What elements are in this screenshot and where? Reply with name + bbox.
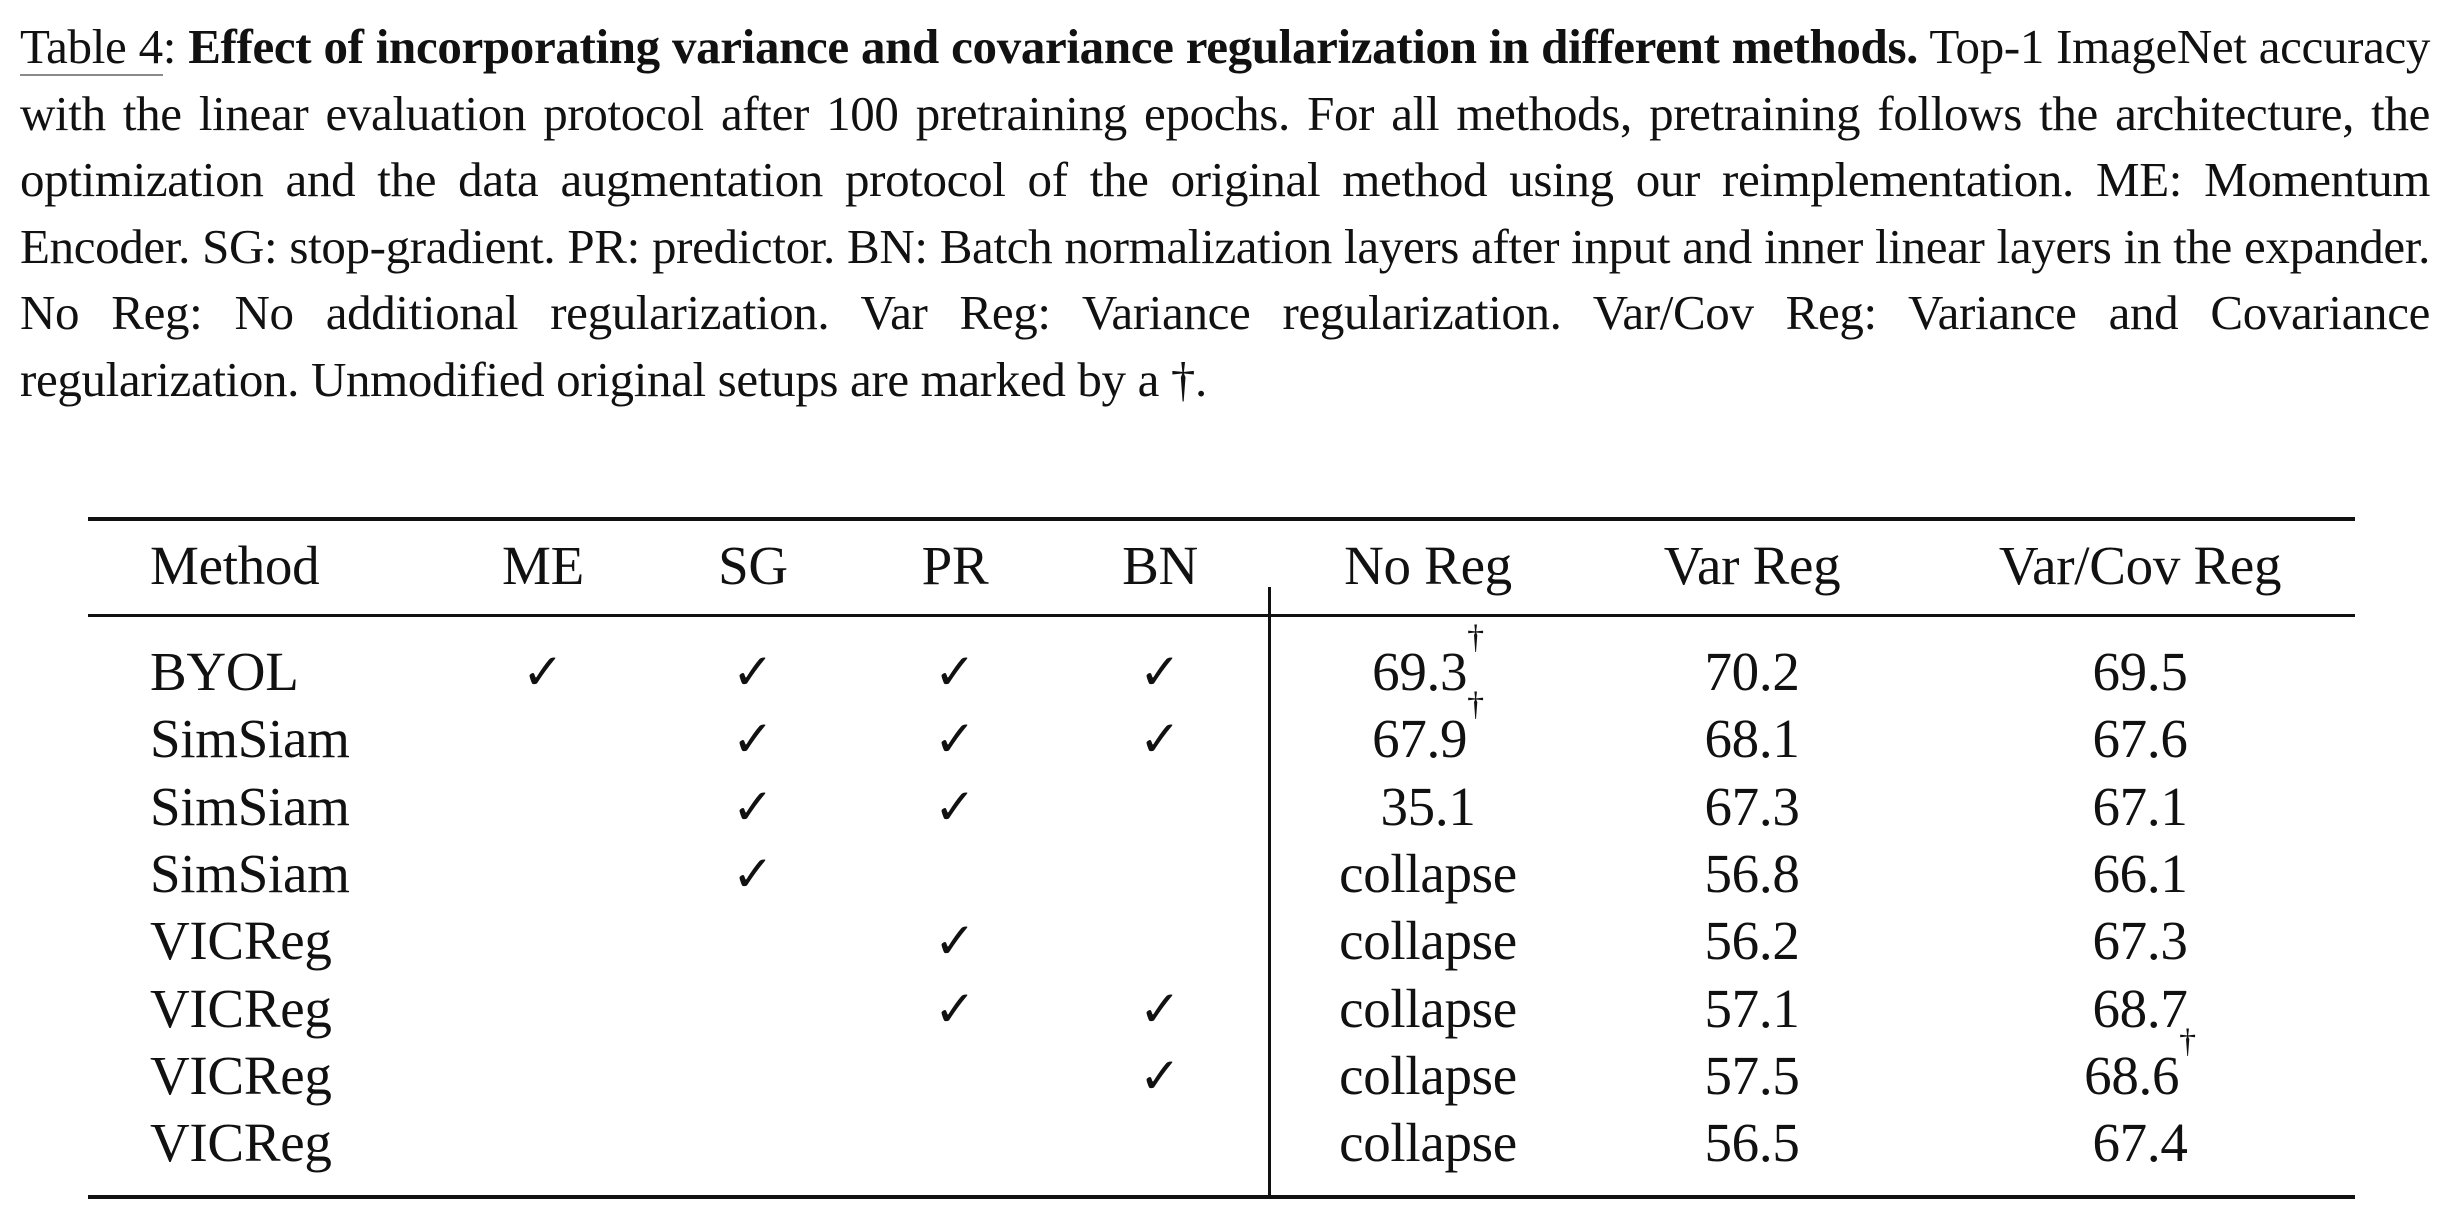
dagger-mark: †	[2179, 1022, 2196, 1060]
table-bottom-rule	[88, 1195, 2355, 1199]
no-reg-cell: collapse	[1339, 910, 1517, 972]
var-reg-cell: 68.1	[1704, 708, 1800, 770]
var-cov-reg-cell: 68.6†	[2084, 1022, 2196, 1106]
header-var-cov-reg: Var/Cov Reg	[1998, 535, 2282, 596]
dagger-mark: †	[1467, 686, 1484, 724]
var-reg-cell: 57.1	[1704, 977, 1800, 1039]
check-mark-icon: ✓	[934, 710, 976, 769]
var-reg-cell: 56.2	[1704, 910, 1800, 972]
no-reg-cell: 69.3†	[1372, 619, 1484, 702]
method-cell: VICReg	[150, 1044, 332, 1106]
method-cell: VICReg	[150, 910, 332, 972]
var-cov-reg-cell: 67.4	[2092, 1112, 2188, 1174]
caption-colon: :	[162, 19, 176, 74]
var-cov-reg-cell: 67.6	[2092, 708, 2188, 770]
no-reg-cell: collapse	[1339, 977, 1517, 1039]
caption-body: Top-1 ImageNet accuracy with the linear evaluation protocol after 100 pretraining epochs. For all methods, pretraining follows the architecture, the optimization and the data augmentation protocol of the original method using our reimplementation. ME: Momentum Encoder. SG: stop-gradient. PR: predictor. BN: Batch normalization layers after input and inner linear layers in the expander. No Reg: No additional regularization. Var Reg: Variance regularization. Var/Cov Reg: Variance and Covariance regularization. Unmodified original setups are marked by a †.	[20, 19, 2431, 407]
no-reg-cell: collapse	[1339, 1112, 1517, 1174]
table-column-divider	[1268, 587, 1271, 1197]
method-cell: SimSiam	[150, 708, 350, 770]
check-mark-icon: ✓	[732, 710, 774, 769]
check-mark-icon: ✓	[1139, 979, 1181, 1038]
var-reg-cell: 56.5	[1704, 1112, 1800, 1174]
table-header-rule	[88, 614, 2355, 617]
header-no-reg: No Reg	[1344, 535, 1512, 596]
caption-title: Effect of incorporating variance and covariance regularization in different methods.	[188, 19, 1919, 74]
table-label: Table 4	[20, 19, 163, 74]
var-reg-cell: 56.8	[1704, 842, 1800, 904]
var-reg-cell: 57.5	[1704, 1044, 1800, 1106]
check-mark-icon: ✓	[732, 643, 774, 701]
header-var-reg: Var Reg	[1663, 535, 1841, 596]
var-cov-reg-cell: 67.3	[2092, 910, 2188, 972]
check-mark-icon: ✓	[934, 643, 976, 701]
check-mark-icon: ✓	[1139, 643, 1181, 701]
check-mark-icon: ✓	[934, 912, 976, 971]
var-cov-reg-cell: 68.7	[2092, 977, 2188, 1039]
header-method: Method	[150, 535, 320, 596]
var-cov-reg-cell: 67.1	[2092, 775, 2188, 837]
check-mark-icon: ✓	[934, 777, 976, 836]
header-sg: SG	[718, 535, 788, 596]
var-cov-reg-cell: 69.5	[2092, 641, 2188, 702]
header-me: ME	[502, 535, 584, 596]
method-cell: BYOL	[150, 641, 299, 702]
header-pr: PR	[921, 535, 989, 596]
method-cell: SimSiam	[150, 775, 350, 837]
no-reg-cell: 67.9†	[1372, 686, 1484, 770]
check-mark-icon: ✓	[732, 777, 774, 836]
var-reg-cell: 67.3	[1704, 775, 1800, 837]
no-reg-cell: collapse	[1339, 842, 1517, 904]
method-cell: VICReg	[150, 1112, 332, 1174]
method-cell: VICReg	[150, 977, 332, 1039]
check-mark-icon: ✓	[1139, 710, 1181, 769]
method-cell: SimSiam	[150, 842, 350, 904]
var-reg-cell: 70.2	[1704, 641, 1800, 702]
check-mark-icon: ✓	[1139, 1046, 1181, 1105]
no-reg-cell: collapse	[1339, 1044, 1517, 1106]
header-bn: BN	[1122, 535, 1198, 596]
table-top-rule	[88, 517, 2355, 521]
check-mark-icon: ✓	[732, 844, 774, 903]
no-reg-cell: 35.1	[1380, 775, 1476, 837]
check-mark-icon: ✓	[522, 643, 564, 701]
check-mark-icon: ✓	[934, 979, 976, 1038]
dagger-mark: †	[1467, 619, 1484, 656]
var-cov-reg-cell: 66.1	[2092, 842, 2188, 904]
table-caption	[20, 14, 2430, 413]
